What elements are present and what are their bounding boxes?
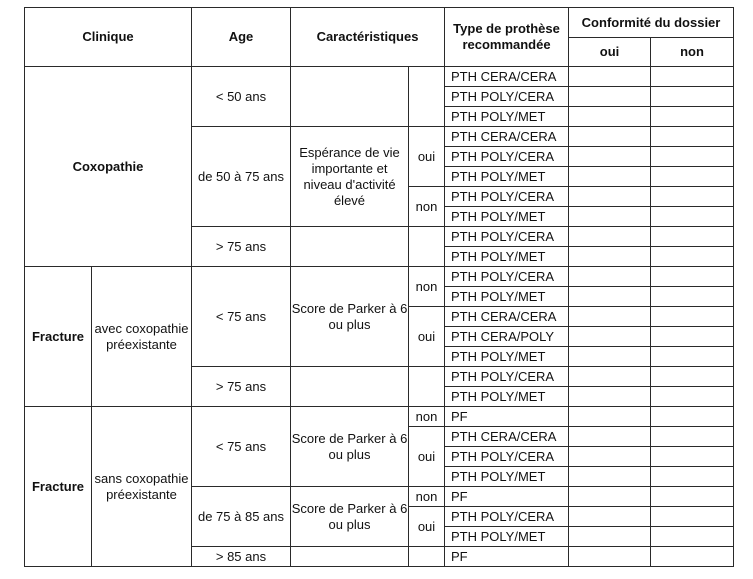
- subgroup-sans-coxopathie: sans coxopathie préexistante: [92, 407, 192, 567]
- conformite-oui-checkbox[interactable]: [569, 107, 651, 127]
- conformite-non-checkbox[interactable]: [651, 487, 734, 507]
- prosthesis-type: PF: [445, 407, 569, 427]
- conformite-non-checkbox[interactable]: [651, 407, 734, 427]
- conformite-oui-checkbox[interactable]: [569, 227, 651, 247]
- answer-cell: oui: [409, 127, 445, 187]
- conformite-oui-checkbox[interactable]: [569, 287, 651, 307]
- conformite-non-checkbox[interactable]: [651, 67, 734, 87]
- header-type-prothese: Type de prothèse recommandée: [445, 8, 569, 67]
- prosthesis-type: PTH POLY/MET: [445, 527, 569, 547]
- answer-cell: non: [409, 187, 445, 227]
- prosthesis-type: PTH CERA/POLY: [445, 327, 569, 347]
- prosthesis-type: PTH POLY/CERA: [445, 507, 569, 527]
- header-age: Age: [192, 8, 291, 67]
- conformite-oui-checkbox[interactable]: [569, 67, 651, 87]
- answer-cell: non: [409, 487, 445, 507]
- answer-cell: non: [409, 407, 445, 427]
- conformite-non-checkbox[interactable]: [651, 167, 734, 187]
- group-fracture: Fracture: [25, 267, 92, 407]
- conformite-non-checkbox[interactable]: [651, 367, 734, 387]
- conformite-oui-checkbox[interactable]: [569, 487, 651, 507]
- characteristic-cell: [291, 547, 409, 567]
- characteristic-cell: [291, 367, 409, 407]
- conformite-oui-checkbox[interactable]: [569, 167, 651, 187]
- header-non: non: [651, 38, 734, 67]
- conformite-non-checkbox[interactable]: [651, 327, 734, 347]
- group-coxopathie: Coxopathie: [25, 67, 192, 267]
- conformite-non-checkbox[interactable]: [651, 467, 734, 487]
- header-conformite: Conformité du dossier: [569, 8, 734, 38]
- answer-cell: [409, 367, 445, 407]
- conformite-non-checkbox[interactable]: [651, 87, 734, 107]
- answer-cell: [409, 67, 445, 127]
- conformite-non-checkbox[interactable]: [651, 307, 734, 327]
- conformite-oui-checkbox[interactable]: [569, 207, 651, 227]
- prosthesis-type: PTH POLY/MET: [445, 167, 569, 187]
- conformite-oui-checkbox[interactable]: [569, 507, 651, 527]
- conformite-non-checkbox[interactable]: [651, 227, 734, 247]
- prosthesis-type: PTH POLY/MET: [445, 347, 569, 367]
- prosthesis-type: PTH POLY/MET: [445, 467, 569, 487]
- conformite-oui-checkbox[interactable]: [569, 187, 651, 207]
- conformite-non-checkbox[interactable]: [651, 107, 734, 127]
- prosthesis-type: PTH POLY/CERA: [445, 267, 569, 287]
- conformite-non-checkbox[interactable]: [651, 387, 734, 407]
- prosthesis-type: PTH POLY/CERA: [445, 447, 569, 467]
- characteristic-cell: Score de Parker à 6 ou plus: [291, 267, 409, 367]
- prosthesis-type: PTH POLY/CERA: [445, 227, 569, 247]
- age-cell: de 50 à 75 ans: [192, 127, 291, 227]
- answer-cell: non: [409, 267, 445, 307]
- prosthesis-type: PF: [445, 487, 569, 507]
- age-cell: > 75 ans: [192, 227, 291, 267]
- age-cell: > 85 ans: [192, 547, 291, 567]
- prosthesis-type: PTH POLY/MET: [445, 207, 569, 227]
- prosthesis-type: PTH POLY/CERA: [445, 87, 569, 107]
- answer-cell: oui: [409, 507, 445, 547]
- conformite-non-checkbox[interactable]: [651, 247, 734, 267]
- conformite-non-checkbox[interactable]: [651, 127, 734, 147]
- conformite-oui-checkbox[interactable]: [569, 87, 651, 107]
- prosthesis-type: PTH CERA/CERA: [445, 427, 569, 447]
- prosthesis-type: PTH POLY/CERA: [445, 187, 569, 207]
- answer-cell: oui: [409, 427, 445, 487]
- prosthesis-type: PTH CERA/CERA: [445, 307, 569, 327]
- prosthesis-type: PTH POLY/MET: [445, 387, 569, 407]
- conformite-oui-checkbox[interactable]: [569, 367, 651, 387]
- header-caracteristiques: Caractéristiques: [291, 8, 445, 67]
- conformite-oui-checkbox[interactable]: [569, 547, 651, 567]
- prosthesis-type: PF: [445, 547, 569, 567]
- conformite-oui-checkbox[interactable]: [569, 447, 651, 467]
- conformite-oui-checkbox[interactable]: [569, 467, 651, 487]
- conformite-oui-checkbox[interactable]: [569, 427, 651, 447]
- header-clinique: Clinique: [25, 8, 192, 67]
- characteristic-cell: [291, 67, 409, 127]
- characteristic-cell: Espérance de vie importante et niveau d'activité élevé: [291, 127, 409, 227]
- prosthesis-type: PTH POLY/MET: [445, 247, 569, 267]
- age-cell: < 50 ans: [192, 67, 291, 127]
- age-cell: de 75 à 85 ans: [192, 487, 291, 547]
- characteristic-cell: Score de Parker à 6 ou plus: [291, 407, 409, 487]
- age-cell: < 75 ans: [192, 407, 291, 487]
- conformite-non-checkbox[interactable]: [651, 507, 734, 527]
- answer-cell: [409, 547, 445, 567]
- conformite-non-checkbox[interactable]: [651, 267, 734, 287]
- group-fracture: Fracture: [25, 407, 92, 567]
- conformite-oui-checkbox[interactable]: [569, 347, 651, 367]
- prosthesis-type: PTH CERA/CERA: [445, 127, 569, 147]
- conformite-non-checkbox[interactable]: [651, 427, 734, 447]
- conformite-oui-checkbox[interactable]: [569, 127, 651, 147]
- prosthesis-recommendation-table: [24, 7, 734, 567]
- conformite-oui-checkbox[interactable]: [569, 527, 651, 547]
- conformite-oui-checkbox[interactable]: [569, 407, 651, 427]
- conformite-oui-checkbox[interactable]: [569, 247, 651, 267]
- prosthesis-type: PTH POLY/CERA: [445, 147, 569, 167]
- conformite-non-checkbox[interactable]: [651, 207, 734, 227]
- conformite-oui-checkbox[interactable]: [569, 387, 651, 407]
- conformite-non-checkbox[interactable]: [651, 287, 734, 307]
- conformite-oui-checkbox[interactable]: [569, 327, 651, 347]
- subgroup-avec-coxopathie: avec coxopathie préexistante: [92, 267, 192, 407]
- characteristic-cell: Score de Parker à 6 ou plus: [291, 487, 409, 547]
- answer-cell: [409, 227, 445, 267]
- conformite-non-checkbox[interactable]: [651, 547, 734, 567]
- answer-cell: oui: [409, 307, 445, 367]
- prosthesis-type: PTH CERA/CERA: [445, 67, 569, 87]
- conformite-oui-checkbox[interactable]: [569, 147, 651, 167]
- age-cell: > 75 ans: [192, 367, 291, 407]
- conformite-oui-checkbox[interactable]: [569, 267, 651, 287]
- conformite-non-checkbox[interactable]: [651, 347, 734, 367]
- conformite-oui-checkbox[interactable]: [569, 307, 651, 327]
- conformite-non-checkbox[interactable]: [651, 527, 734, 547]
- prosthesis-type: PTH POLY/CERA: [445, 367, 569, 387]
- prosthesis-type: PTH POLY/MET: [445, 107, 569, 127]
- age-cell: < 75 ans: [192, 267, 291, 367]
- prosthesis-type: PTH POLY/MET: [445, 287, 569, 307]
- characteristic-cell: [291, 227, 409, 267]
- conformite-non-checkbox[interactable]: [651, 187, 734, 207]
- header-oui: oui: [569, 38, 651, 67]
- conformite-non-checkbox[interactable]: [651, 447, 734, 467]
- conformite-non-checkbox[interactable]: [651, 147, 734, 167]
